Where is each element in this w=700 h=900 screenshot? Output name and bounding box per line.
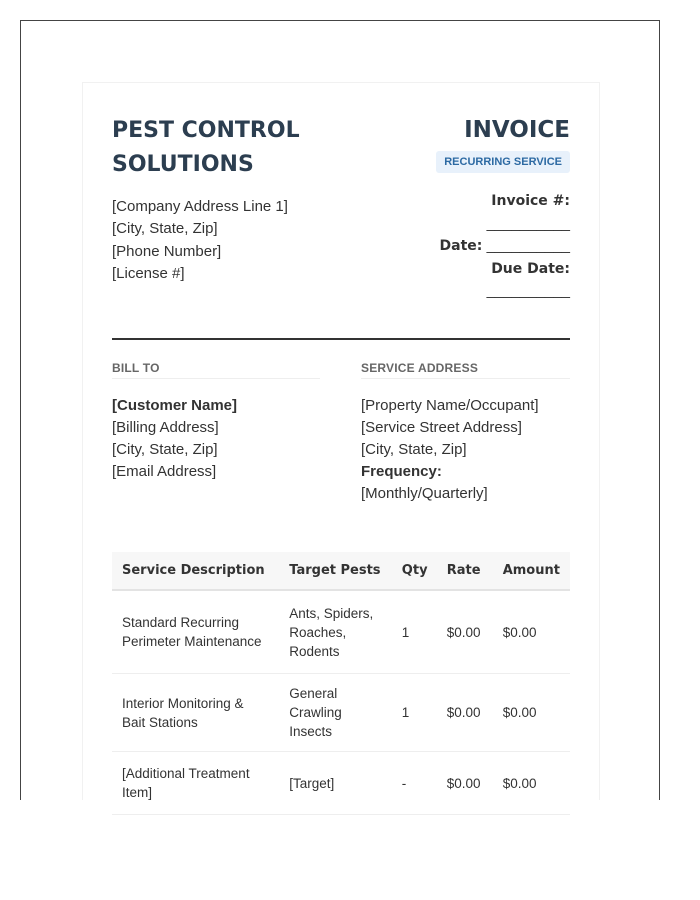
company-name: PEST CONTROL SOLUTIONS [112, 118, 300, 177]
cell-description: Standard Recurring Perimeter Maintenance [112, 590, 279, 674]
service-city: [City, State, Zip] [361, 441, 467, 458]
cell-pests: [Target] [279, 752, 397, 815]
invoice-date-row [430, 235, 570, 258]
header-qty: Qty [397, 552, 437, 590]
cell-amount: $0.00 [493, 590, 570, 674]
table-row [112, 752, 570, 815]
bill-to-heading: BILL TO [112, 361, 320, 379]
cell-amount: $0.00 [493, 752, 570, 815]
header-rate: Rate [437, 552, 493, 590]
frequency-label: Frequency: [361, 463, 442, 480]
bill-to-block [112, 395, 237, 483]
service-address-block [361, 395, 539, 505]
cell-qty: 1 [397, 590, 437, 674]
invoice-title: INVOICE [464, 117, 570, 143]
table-row [112, 674, 570, 752]
company-city-line: [City, State, Zip] [112, 220, 218, 238]
invoice-meta [430, 190, 570, 303]
table-row [112, 590, 570, 674]
customer-name: [Customer Name] [112, 397, 238, 414]
company-address-line: [Company Address Line 1] [112, 198, 288, 215]
cell-pests: General Crawling Insects [279, 674, 397, 752]
billing-address: [Billing Address] [112, 419, 219, 436]
cell-description: [Additional Treatment Item] [112, 752, 279, 815]
cell-rate: $0.00 [437, 752, 493, 815]
header-service-description: Service Description [112, 552, 279, 590]
due-date-blank: __________ [486, 282, 570, 299]
invoice-number-blank: __________ [486, 214, 570, 232]
cell-rate: $0.00 [437, 590, 493, 674]
header-target-pests: Target Pests [279, 552, 397, 590]
table-header-row [112, 552, 570, 590]
due-date-label: Due Date: [491, 260, 570, 277]
invoice-date-blank: __________ [486, 237, 570, 254]
services-table [112, 552, 570, 815]
cell-qty: 1 [397, 674, 437, 752]
service-address-heading: SERVICE ADDRESS [361, 361, 570, 379]
cell-rate: $0.00 [437, 674, 493, 752]
billing-city: [City, State, Zip] [112, 441, 218, 458]
invoice-date-label: Date: [439, 238, 483, 254]
cell-amount: $0.00 [493, 674, 570, 752]
company-phone-line: [Phone Number] [112, 242, 222, 260]
company-license-line: [License #] [112, 264, 185, 282]
recurring-service-badge: RECURRING SERVICE [436, 151, 570, 173]
frequency-value: [Monthly/Quarterly] [361, 485, 488, 502]
header-amount: Amount [493, 552, 570, 590]
cell-qty: - [397, 752, 437, 815]
header-divider [112, 338, 570, 340]
property-name: [Property Name/Occupant] [361, 397, 539, 414]
invoice-number-label: Invoice #: [491, 193, 570, 209]
billing-email: [Email Address] [112, 463, 217, 480]
company-address [112, 196, 288, 285]
cell-description: Interior Monitoring & Bait Stations [112, 674, 279, 752]
service-street: [Service Street Address] [361, 419, 522, 436]
cell-pests: Ants, Spiders, Roaches, Rodents [279, 590, 397, 674]
